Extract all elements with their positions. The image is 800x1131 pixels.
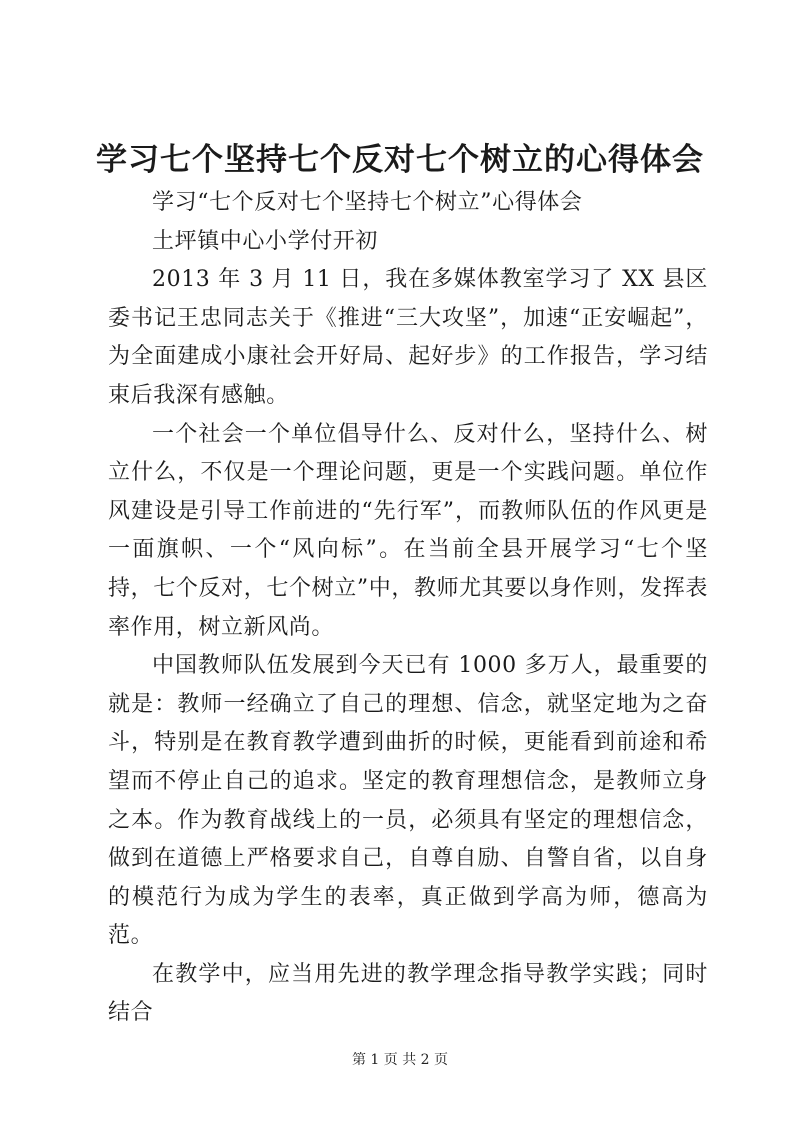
page-footer: 第 1 页 共 2 页 — [351, 1052, 449, 1068]
author-paragraph: 土坪镇中心小学付开初 — [152, 228, 379, 254]
document-title: 学习七个坚持七个反对七个树立的心得体会 — [96, 142, 704, 178]
body-paragraph: 在教学中，应当用先进的教学理念指导教学实践；同时结合 — [108, 961, 708, 1026]
body-paragraph: 一个社会一个单位倡导什么、反对什么，坚持什么、树立什么，不仅是一个理论问题，更是一个实践问题。单位作风建设是引导工作前进的“先行军”，而教师队伍的作风更是一面旗帜、一个“风向标”。在当前全县开展学习“七个坚持，七个反对，七个树立”中，教师尤其要以身作则，发挥表率作用，树立新风尚。 — [108, 421, 708, 640]
subtitle-paragraph: 学习“七个反对七个坚持七个树立”心得体会 — [152, 190, 583, 215]
body-paragraph: 中国教师队伍发展到今天已有 1000 多万人，最重要的就是：教师一经确立了自己的理想、信念，就坚定地为之奋斗，特别是在教育教学遭到曲折的时候，更能看到前途和希望而不停止自己的追求。坚定的教育理想信念，是教师立身之本。作为教育战线上的一员，必须具有坚定的理想信念，做到在道德上严格要求自己，自尊自励、自警自省，以自身的模范行为成为学生的表率，真正做到学高为师，德高为范。 — [108, 653, 708, 949]
body-paragraph: 2013 年 3 月 11 日，我在多媒体教室学习了 XX 县区委书记王忠同志关于《推进“三大攻坚”，加速“正安崛起”，为全面建成小康社会开好局、起好步》的工作报告，学习结束后我深有感触。 — [108, 267, 708, 408]
document-body — [108, 184, 708, 1033]
